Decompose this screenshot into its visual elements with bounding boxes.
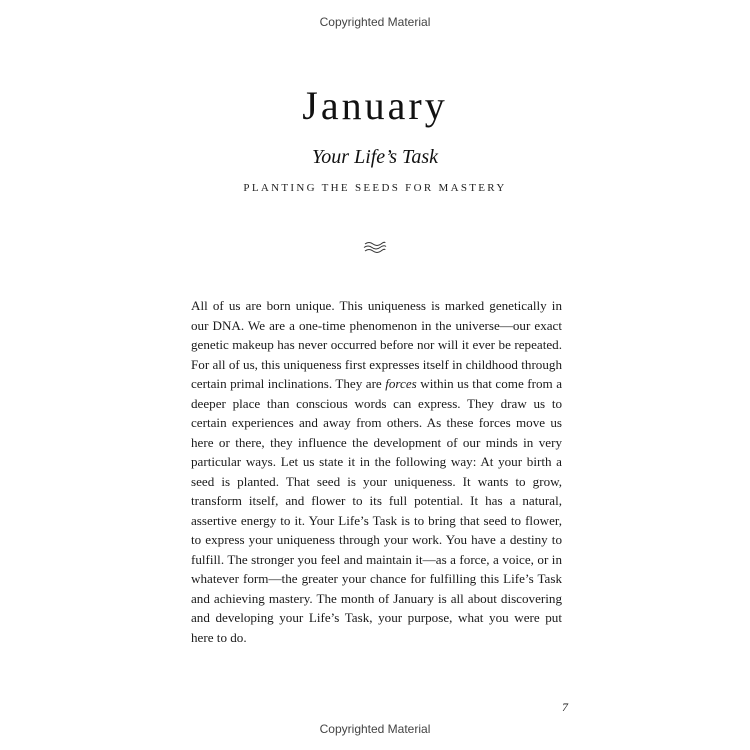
wavy-lines-ornament-icon <box>363 240 387 254</box>
chapter-tagline: PLANTING THE SEEDS FOR MASTERY <box>243 182 507 194</box>
month-title: January <box>302 83 448 128</box>
copyright-watermark-top: Copyrighted Material <box>319 15 431 29</box>
body-text-part1: All of us are born unique. This uniqueness is marked genetically in our DNA. We are a one-time phenomenon in the universe—our exact genetic makeup has never occurred before nor will it ever be repeated. For all of us, this uniqueness first expresses itself in childhood through certain primal inclinations. They are <box>191 298 562 391</box>
body-paragraph <box>191 296 562 647</box>
body-text-part2: within us that come from a deeper place than conscious words can express. They draw us to certain experiences and away from others. As these forces move us here or there, they influence the development of our minds in very particular ways. Let us state it in the following way: At your birth a seed is planted. That seed is your uniqueness. It wants to grow, transform itself, and flower to its full potential. It has a natural, assertive energy to it. Your Life’s Task is to bring that seed to flower, to express your uniqueness through your work. You have a destiny to fulfill. The stronger you feel and maintain it—as a force, a voice, or in whatever form—the greater your chance for fulfilling this Life’s Task and achieving mastery. The month of January is all about discovering and developing your Life’s Task, your purpose, what you were put here to do. <box>191 376 563 645</box>
copyright-watermark-bottom: Copyrighted Material <box>319 722 431 736</box>
page-number: 7 <box>562 700 568 714</box>
chapter-subtitle: Your Life’s Task <box>312 146 438 168</box>
body-text-emphasis: forces <box>385 376 417 391</box>
